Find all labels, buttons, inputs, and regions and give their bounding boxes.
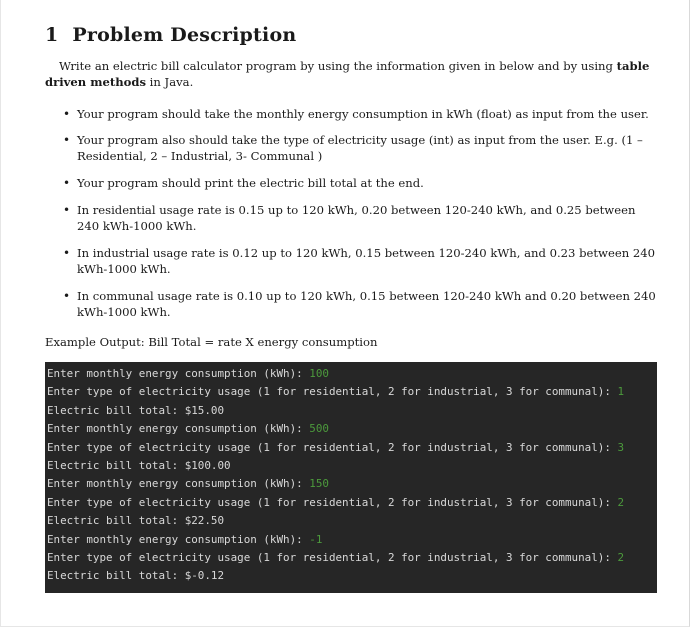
console-prompt: Enter type of electricity usage (1 for residential, 2 for industrial, 3 for communal): — [47, 385, 618, 399]
console-prompt: Enter monthly energy consumption (kWh): — [47, 532, 310, 546]
list-item-text: Your program also should take the type of electricity usage (int) as input from the user. E.g. (1 – Residential, 2 – Industrial, 3- Communal ) — [77, 133, 643, 163]
bullet-icon: • — [63, 203, 71, 217]
list-item-text: Your program should take the monthly energy consumption in kWh (float) as input from the user. — [77, 107, 649, 121]
console-prompt: Enter type of electricity usage (1 for residential, 2 for industrial, 3 for communal): — [47, 495, 618, 509]
list-item — [63, 132, 659, 164]
example-label: Example Output: Bill Total = rate X energy consumption — [45, 335, 378, 349]
console-prompt: Enter monthly energy consumption (kWh): — [47, 477, 310, 491]
console-prompt: Electric bill total: $-0.12 — [47, 569, 225, 583]
console-input: 100 — [309, 367, 329, 380]
console-input: 150 — [309, 477, 329, 491]
bullet-icon: • — [63, 133, 71, 147]
list-item-text: In communal usage rate is 0.10 up to 120 kWh, 0.15 between 120-240 kWh and 0.20 between 240 kWh-1000 kWh. — [77, 289, 656, 319]
list-item-text: Your program should print the electric bill total at the end. — [77, 176, 424, 190]
intro-bold-text: table driven methods — [45, 59, 650, 89]
console-line — [47, 365, 657, 383]
list-item-text: In industrial usage rate is 0.12 up to 120 kWh, 0.15 between 120-240 kWh, and 0.23 between 240 kWh-1000 kWh. — [77, 246, 655, 276]
console-line — [47, 475, 657, 493]
console-input: -1 — [309, 532, 323, 546]
console-prompt: Electric bill total: $22.50 — [47, 514, 225, 528]
bullet-icon: • — [63, 176, 71, 190]
bullet-icon: • — [63, 107, 71, 121]
console-input: 3 — [617, 440, 624, 454]
list-item — [63, 175, 659, 191]
console-output — [45, 362, 657, 593]
console-prompt: Enter type of electricity usage (1 for residential, 2 for industrial, 3 for communal): — [47, 440, 618, 454]
console-line — [47, 457, 657, 475]
section-heading — [45, 24, 296, 46]
list-item — [63, 106, 659, 122]
console-line — [47, 383, 657, 401]
console-prompt: Enter type of electricity usage (1 for residential, 2 for industrial, 3 for communal): — [47, 551, 618, 565]
bullet-icon: • — [63, 289, 71, 303]
intro-paragraph — [45, 58, 661, 90]
section-title: Problem Description — [72, 24, 297, 46]
console-line — [47, 512, 657, 530]
intro-text-end: in Java. — [146, 75, 194, 89]
console-input: 2 — [617, 551, 624, 565]
console-prompt: Enter monthly energy consumption (kWh): — [47, 367, 310, 380]
bullet-icon: • — [63, 246, 71, 260]
list-item-text: In residential usage rate is 0.15 up to 120 kWh, 0.20 between 120-240 kWh, and 0.25 between 240 kWh-1000 kWh. — [77, 203, 636, 233]
console-input: 2 — [617, 495, 624, 509]
console-line — [47, 549, 657, 567]
console-prompt: Enter monthly energy consumption (kWh): — [47, 422, 310, 436]
section-number: 1 — [45, 24, 59, 46]
console-line — [47, 494, 657, 512]
list-item — [63, 245, 659, 277]
console-prompt: Electric bill total: $15.00 — [47, 403, 225, 417]
console-line — [47, 402, 657, 420]
list-item — [63, 202, 659, 234]
intro-text: Write an electric bill calculator program by using the information given in below and by using — [59, 59, 617, 73]
console-input: 500 — [309, 422, 329, 436]
console-input: 1 — [617, 385, 624, 399]
console-prompt: Electric bill total: $100.00 — [47, 459, 231, 473]
list-item — [63, 288, 659, 320]
console-line — [47, 567, 657, 585]
console-line — [47, 531, 657, 549]
console-line — [47, 439, 657, 457]
console-line — [47, 420, 657, 438]
